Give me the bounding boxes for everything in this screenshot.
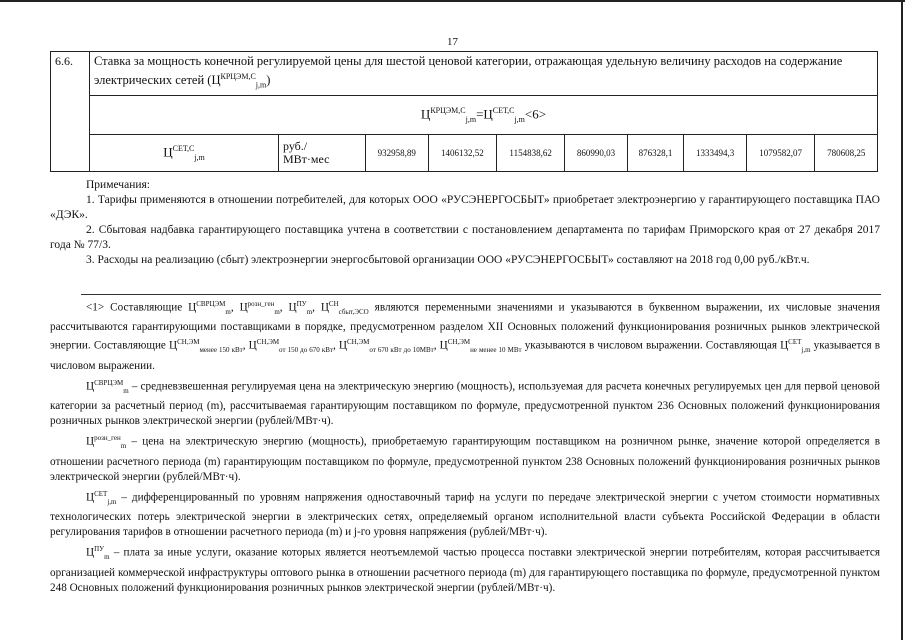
data-row xyxy=(51,134,878,171)
note-item: 2. Сбытовая надбавка гарантирующего поставщика учтена в соответствии с постановлением департамента по тарифам Приморского края от 27 декабря 2017 года № 77/3. xyxy=(50,224,880,251)
value-cell: 860990,03 xyxy=(565,134,628,171)
page-edge-top xyxy=(0,0,905,2)
notes-section xyxy=(50,178,880,268)
rate-symbol: $Ц^{СЕТ,С}_{j,m}$ xyxy=(90,134,279,171)
row-number: 6.6. xyxy=(51,52,90,172)
footnote-definition: $Ц^{СВРЦЭМ}_m$ – средневзвешенная регулируемая цена на электрическую энергию (мощность), используемая для расчета конечных регулируемых цен для первой ценовой категории за расчетный период (m), рассчитываемая гарантирующим поставщиком по формуле, предусмотренной пунктом 236 Основных положений функционирования розничных рынков электрической энергии (рублей/МВт·ч). xyxy=(50,378,881,428)
unit-cell: руб./ МВт·мес xyxy=(279,134,366,171)
table-title-row xyxy=(51,52,878,96)
note-item: 3. Расходы на реализацию (сбыт) электроэнергии энергосбытовой организации ООО «РУСЭНЕРГОСБЫТ» составляют на 2018 год 0,00 руб./кВт.ч. xyxy=(86,254,810,266)
value-cell: 1154838,62 xyxy=(497,134,565,171)
footnote-1: <1> Составляющие $Ц^{СВРЦЭМ}_m$, $Ц^{розн\_ген}_m$, $Ц^{ПУ}_m$, $Ц^{СН}_{сбыт,ЭСО}$ являются переменными значениями и указываются в буквенном выражении, их числовые значения рассчитываются гарантирующими поставщиками в порядке, предусмотренном разделом XII Основных положений функционирования розничных рынков электрической энергии. Составляющие $Ц^{СН,ЭМ}_{менее 150 кВт}$, $Ц^{СН,ЭМ}_{от 150 до 670 кВт}$, $Ц^{СН,ЭМ}_{от 670 кВт до 10МВт}$, $Ц^{СН,ЭМ}_{не менее 10 МВт}$ указываются в числовом выражении. Составляющая $Ц^{СЕТ}_{j,m}$ указывается в числовом выражении. xyxy=(50,300,881,372)
value-cell: 1333494,3 xyxy=(684,134,747,171)
notes-heading: Примечания: xyxy=(86,179,150,191)
value-cell: 876328,1 xyxy=(627,134,684,171)
value-cell: 1079582,07 xyxy=(746,134,815,171)
footnote-definition: $Ц^{СЕТ}_{j,m}$ – дифференцированный по уровням напряжения одноставочный тариф на услуги по передаче электрической энергии с учетом стоимости нормативных технологических потерь электрической энергии в электрических сетях, определяемый органом исполнительной власти субъекта Российской Федерации в области регулирования тарифов в отношении расчетного периода (m) и j-го уровня напряжения (рублей/МВт·ч). xyxy=(50,489,880,539)
page-number: 17 xyxy=(447,36,458,48)
footnote-divider xyxy=(81,294,881,295)
value-cell: 780608,25 xyxy=(815,134,878,171)
row-title: Ставка за мощность конечной регулируемой цены для шестой ценовой категории, отражающая удельную величину расходов на содержание электрических сетей $(Ц^{КРЦЭМ,С}_{j,m})$ xyxy=(90,52,878,96)
formula-row xyxy=(51,95,878,134)
footnote-definition: $Ц^{ПУ}_m$ – плата за иные услуги, оказание которых является неотъемлемой частью процесса поставки электрической энергии потребителям, которая рассчитывается организацией коммерческой инфраструктуры оптового рынка в отношении расчетного периода (m) для гарантирующего поставщика по формуле, предусмотренной пунктом 248 Основных положений функционирования розничных рынков электрической энергии (рублей/МВт·ч). xyxy=(50,545,880,594)
page-edge-right xyxy=(901,0,903,640)
formula: $Ц^{КРЦЭМ,С}_{j,m}=Ц^{СЕТ,С}_{j,m}<6>$ xyxy=(90,95,878,134)
tariff-table xyxy=(50,51,878,172)
footnote-definition: $Ц^{розн\_ген}_m$ – цена на электрическую энергию (мощность), приобретаемую гарантирующим поставщиком на розничном рынке, значение которой определяется в отношении расчетного периода (m) гарантирующим поставщиком по формуле, предусмотренной пунктом 238 Основных положений функционирования розничных рынков электрической энергии (рублей/МВт·ч). xyxy=(50,434,881,483)
footnotes-section xyxy=(50,297,880,598)
value-cell: 1406132,52 xyxy=(428,134,497,171)
note-item: 1. Тарифы применяются в отношении потребителей, для которых ООО «РУСЭНЕРГОСБЫТ» приобретает электроэнергию у гарантирующего поставщика ПАО «ДЭК». xyxy=(50,194,880,221)
value-cell: 932958,89 xyxy=(366,134,429,171)
